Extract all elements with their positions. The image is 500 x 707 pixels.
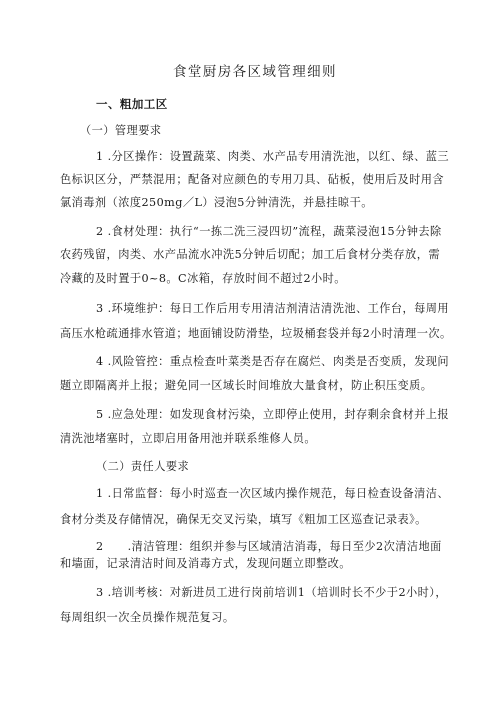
- paragraph-line: 色标识区分，严禁混用；配备对应颜色的专用刀具、砧板，使用后及时用含: [60, 173, 445, 186]
- paragraph-line: 1 .日常监督：每小时巡查一次区域内操作规范，每日检查设备清洁、: [96, 487, 450, 500]
- paragraph-line: 4 .风险管控：重点检查叶菜类是否存在腐烂、肉类是否变质，发现问: [96, 355, 450, 368]
- paragraph-line: 3 .培训考核：对新进员工进行岗前培训1（培训时长不少于2小时），: [96, 586, 447, 599]
- paragraph-line: 3 .环境维护：每日工作后用专用清洁剂清洁清洗池、工作台，每周用: [96, 302, 450, 315]
- paragraph-line: 2 .清洁管理：组织并参与区域清洁消毒，每日至少2次清洁地面: [96, 540, 442, 553]
- paragraph-line: 高压水枪疏通排水管道；地面铺设防滑垫，垃圾桶套袋并每2小时清理一次。: [60, 327, 452, 340]
- paragraph-line: 氯消毒剂（浓度250mg／L）浸泡5分钟清洗，并悬挂晾干。: [60, 196, 373, 209]
- subsection-heading: （二）责任人要求: [96, 460, 190, 473]
- paragraph-line: 每周组织一次全员操作规范复习。: [60, 611, 235, 624]
- paragraph-line: 5 .应急处理：如发现食材污染，立即停止使用，封存剩余食材并上报: [96, 408, 450, 421]
- paragraph-line: 1 .分区操作：设置蔬菜、肉类、水产品专用清洗池，以红、绿、蓝三: [96, 150, 450, 163]
- page-title: 食堂厨房各区域管理细则: [173, 64, 337, 80]
- paragraph-line: 2 .食材处理：执行“一拣二洗三浸四切”流程，蔬菜浸泡15分钟去除: [96, 225, 442, 238]
- paragraph-line: 农药残留，肉类、水产品流水冲洗5分钟后切配；加工后食材分类存放，需: [60, 248, 440, 261]
- paragraph-line: 食材分类及存储情况，确保无交叉污染，填写《粗加工区巡查记录表》。: [60, 513, 427, 526]
- paragraph-line: 和墙面，记录清洁时间及消毒方式，发现问题立即整改。: [60, 557, 351, 570]
- subsection-heading: （一）管理要求: [80, 124, 162, 137]
- paragraph-line: 题立即隔离并上报；避免同一区域长时间堆放大量食材，防止积压变质。: [60, 379, 433, 392]
- paragraph-line: 冷藏的及时置于0~8。C冰箱，存放时间不超过2小时。: [60, 272, 346, 285]
- paragraph-line: 清洗池堵塞时，立即启用备用池并联系维修人员。: [60, 432, 317, 445]
- section-heading: 一、粗加工区: [96, 97, 168, 111]
